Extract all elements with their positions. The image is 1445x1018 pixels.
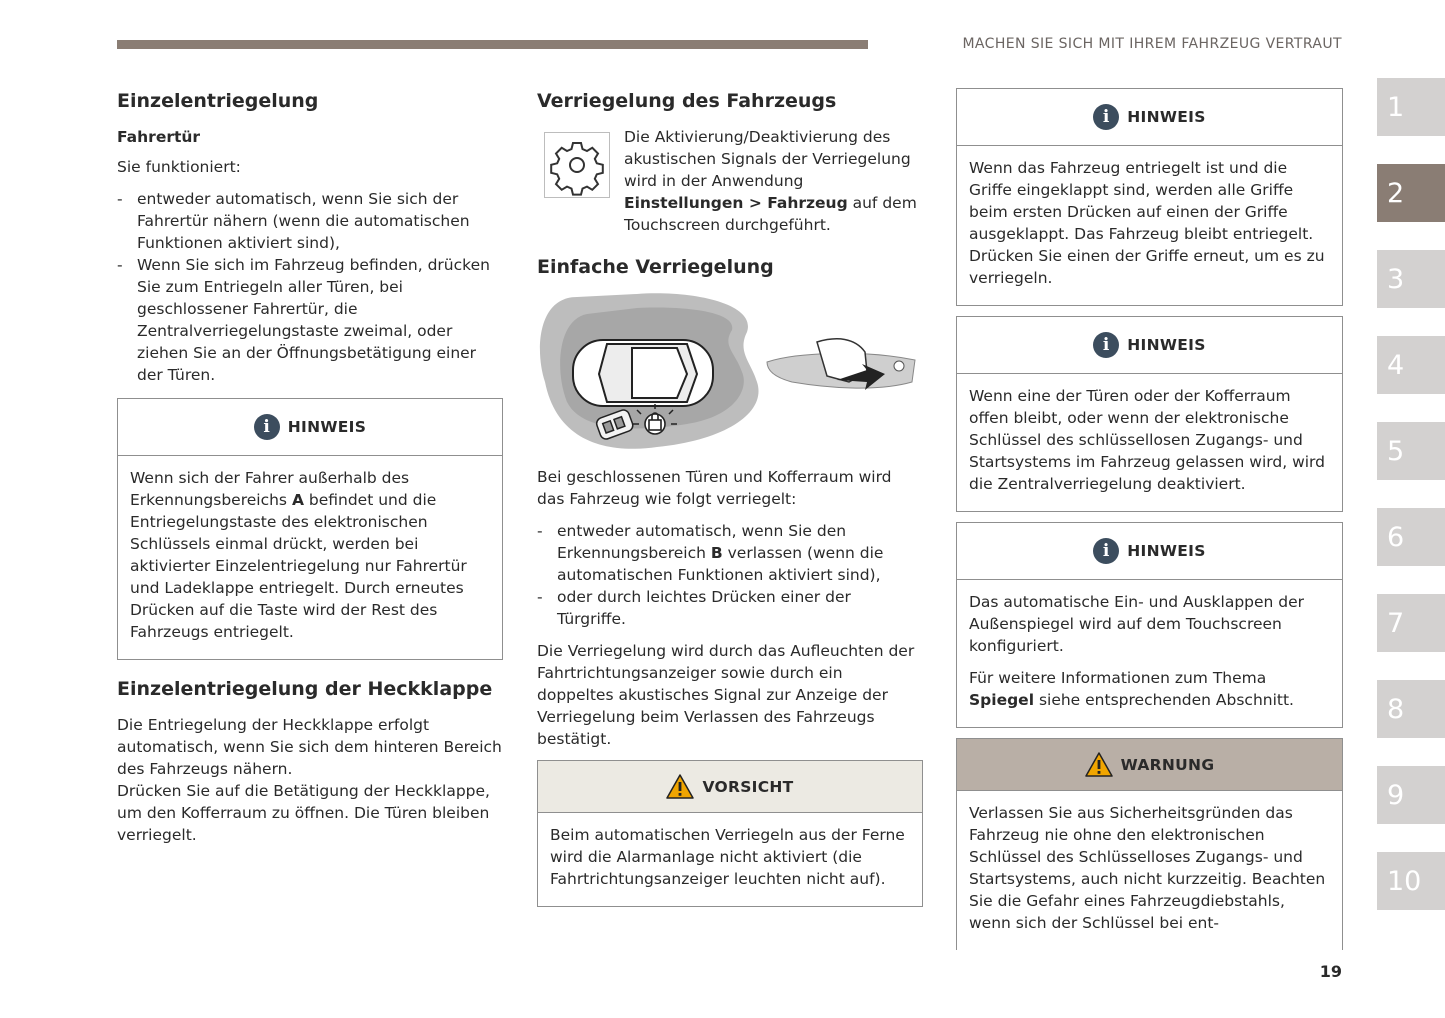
locking-confirmation-text: Die Verriegelung wird durch das Aufleuchten der Fahrtrichtungsanzeiger sowie durch ein doppeltes akustisches Signal zur Anzeige der Verriegelung beim Verlassen des Fahrzeugs bestätigt. <box>537 642 915 748</box>
chapter-tab[interactable]: 7 <box>1377 594 1445 652</box>
caution-box <box>537 760 923 907</box>
page-number: 19 <box>1319 962 1342 981</box>
chapter-tabs <box>1377 78 1445 938</box>
chapter-tab[interactable]: 8 <box>1377 680 1445 738</box>
note-label: HINWEIS <box>1127 542 1206 560</box>
locking-intro: Bei geschlossenen Türen und Kofferraum wird das Fahrzeug wie folgt verriegelt: <box>537 468 892 508</box>
note-text: Wenn eine der Türen oder der Kofferraum offen bleibt, oder wenn der elektronische Schlüssel des schlüssellosen Zugangs- und Startsystems im Fahrzeug gelassen wird, wird die Zentralverriegelung deaktiviert. <box>969 387 1326 493</box>
note-header <box>118 399 502 456</box>
column-1 <box>117 88 503 856</box>
settings-text: Die Aktivierung/Deaktivierung des akustischen Signals der Verriegelung wird in der Anwendung Einstellungen > Fahrzeug auf dem Touchscreen durchgeführt. <box>624 128 917 234</box>
locking-list <box>537 520 923 630</box>
warning-triangle-icon <box>1085 752 1113 777</box>
intro-text: Sie funktioniert: <box>117 158 241 176</box>
chapter-tab-active[interactable]: 2 <box>1377 164 1445 222</box>
chapter-tab[interactable]: 5 <box>1377 422 1445 480</box>
locking-illustration <box>537 292 923 452</box>
warning-text: Verlassen Sie aus Sicherheitsgründen das Fahrzeug nie ohne den elektronischen Schlüssel des Schlüsselloses Zugangs- und Startsystems, auch nicht kurzzeitig. Beachten Sie die Gefahr eines Fahrzeugdiebstahls, wenn sich der Schlüssel bei ent- <box>969 804 1326 932</box>
chapter-tab[interactable]: 6 <box>1377 508 1445 566</box>
settings-info <box>537 126 923 236</box>
chapter-tab[interactable]: 9 <box>1377 766 1445 824</box>
list-item: - entweder automatisch, wenn Sie sich der Fahrertür nähern (wenn die automatischen Funktionen aktiviert sind), <box>117 188 503 254</box>
note-label: HINWEIS <box>287 418 367 436</box>
info-icon: i <box>1093 332 1119 358</box>
note-text: Wenn sich der Fahrer außerhalb des Erkennungsbereichs A befindet und die Entriegelungstaste des elektronischen Schlüssels einmal drückt, werden bei aktivierter Einzelentriegelung nur Fahrertür und Ladeklappe entriegelt. Durch erneutes Drücken auf die Taste wird der Rest des Fahrzeugs entriegelt. <box>130 469 467 641</box>
list-item: - Wenn Sie sich im Fahrzeug befinden, drücken Sie zum Entriegeln aller Türen, bei geschlossener Fahrertür, die Zentralverriegelungstaste zweimal, oder ziehen Sie an der Öffnungsbetätigung einer der Türen. <box>117 254 503 386</box>
heckklappe-text-2: Drücken Sie auf die Betätigung der Heckklappe, um den Kofferraum zu öffnen. Die Türen bleiben verriegelt. <box>117 782 490 844</box>
section-title-einfache-verriegelung: Einfache Verriegelung <box>537 256 774 278</box>
settings-gear-icon <box>544 132 610 198</box>
column-3 <box>956 88 1343 932</box>
warning-header <box>957 739 1342 791</box>
section-title-einzelentriegelung: Einzelentriegelung <box>117 90 319 112</box>
note-header <box>957 89 1342 146</box>
note-text: Für weitere Informationen zum Thema Spiegel siehe entsprechenden Abschnitt. <box>969 669 1294 709</box>
caution-label: VORSICHT <box>702 777 794 796</box>
note-label: HINWEIS <box>1127 336 1206 354</box>
info-icon: i <box>1093 538 1119 564</box>
section-title-heckklappe: Einzelentriegelung der Heckklappe <box>117 678 493 700</box>
warning-triangle-icon <box>666 774 694 799</box>
caution-text: Beim automatischen Verriegeln aus der Ferne wird die Alarmanlage nicht aktiviert (die Fahrtrichtungsanzeiger leuchten nicht auf). <box>550 826 905 888</box>
column-2 <box>537 88 923 917</box>
chapter-tab[interactable]: 4 <box>1377 336 1445 394</box>
heckklappe-text-1: Die Entriegelung der Heckklappe erfolgt automatisch, wenn Sie sich dem hinteren Bereich des Fahrzeugs nähern. <box>117 716 502 778</box>
subtitle-fahrertuer: Fahrertür <box>117 128 201 146</box>
section-title-verriegelung: Verriegelung des Fahrzeugs <box>537 90 837 112</box>
info-icon: i <box>1093 104 1119 130</box>
note-box <box>956 522 1343 728</box>
note-box <box>117 398 503 660</box>
list-item: - entweder automatisch, wenn Sie den Erkennungsbereich B verlassen (wenn die automatischen Funktionen aktiviert sind), <box>537 520 923 586</box>
note-text: Das automatische Ein- und Ausklappen der Außenspiegel wird auf dem Touchscreen konfiguriert. <box>969 593 1305 655</box>
note-text: Wenn das Fahrzeug entriegelt ist und die Griffe eingeklappt sind, werden alle Griffe beim ersten Drücken auf einen der Griffe ausgeklappt. Das Fahrzeug bleibt entriegelt. Drücken Sie einen der Griffe erneut, um es zu verriegeln. <box>969 159 1325 287</box>
note-header <box>957 317 1342 374</box>
page-header-title: MACHEN SIE SICH MIT IHREM FAHRZEUG VERTRAUT <box>962 36 1342 52</box>
note-label: HINWEIS <box>1127 108 1206 126</box>
chapter-tab[interactable]: 1 <box>1377 78 1445 136</box>
info-icon: i <box>254 414 280 440</box>
note-box <box>956 316 1343 512</box>
warning-label: WARNUNG <box>1120 755 1215 774</box>
header-rule <box>117 40 868 49</box>
chapter-tab[interactable]: 10 <box>1377 852 1445 910</box>
note-header <box>957 523 1342 580</box>
note-box <box>956 88 1343 306</box>
bullet-list <box>117 188 503 386</box>
caution-header <box>538 761 922 813</box>
chapter-tab[interactable]: 3 <box>1377 250 1445 308</box>
warning-box <box>956 738 1343 950</box>
list-item: - oder durch leichtes Drücken einer der Türgriffe. <box>537 586 923 630</box>
